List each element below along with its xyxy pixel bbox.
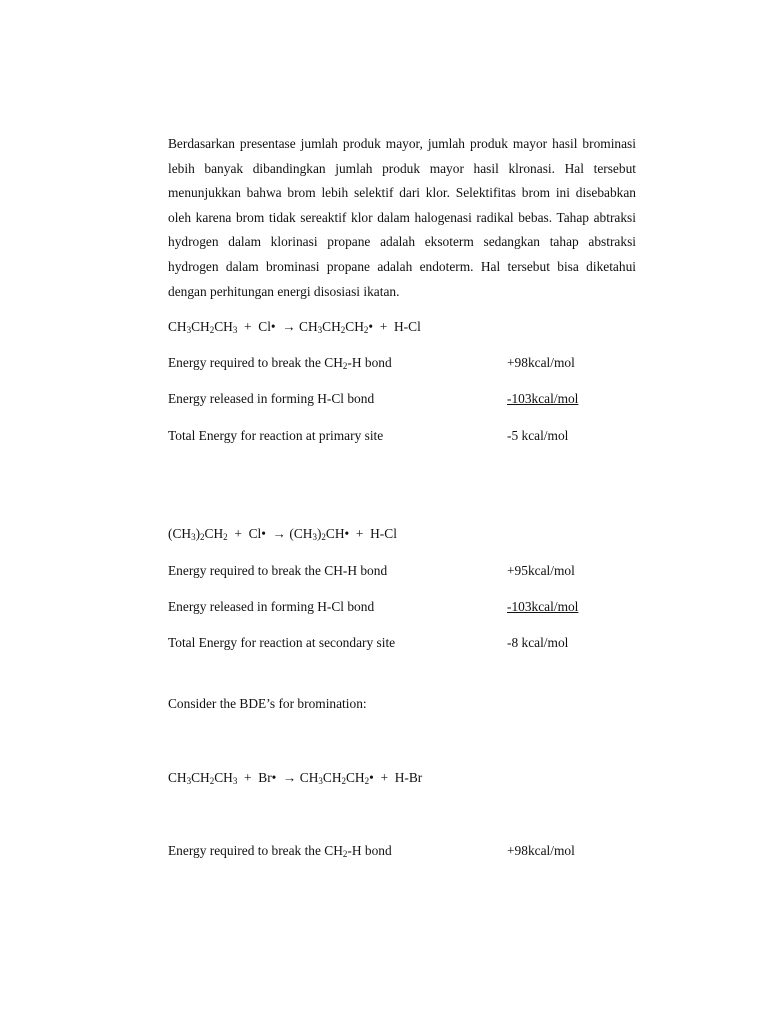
equation-chlorination-primary: $CH_3CH_2CH_3$ + Cl• → $CH_3CH_2CH_2• + H-Cl$ [168, 319, 421, 335]
energy-value: -5 kcal/mol [507, 428, 569, 443]
energy-label-break-chh: Energy required to break the CH-H bond [168, 563, 388, 578]
reaction-arrow: → [272, 526, 287, 541]
energy-value: +98kcal/mol [507, 355, 575, 370]
energy-value: -103kcal/mol [507, 391, 579, 406]
energy-label-total-primary: Total Energy for reaction at primary site [168, 428, 384, 443]
energy-label-total-secondary: Total Energy for reaction at secondary site [168, 635, 396, 650]
reaction-arrow: → [283, 770, 297, 785]
equation-chlorination-secondary: $(CH_3)_2CH_2$ + Cl• → $(CH_3)_2CH• + H-Cl$ [168, 526, 397, 542]
energy-label-form-hcl: Energy released in forming H-Cl bond [168, 599, 375, 614]
energy-value: -8 kcal/mol [507, 635, 569, 650]
intro-paragraph: Berdasarkan presentase jumlah produk mayor, jumlah produk mayor hasil brominasi lebih banyak dibandingkan jumlah produk mayor hasil klronasi. Hal tersebut menunjukkan bahwa brom lebih selektif dari klor. Selektifitas brom ini disebabkan oleh karena brom tidak sereaktif klor dalam halogenasi radikal bebas. Tahap abtraksi hydrogen dalam klorinasi propane adalah eksoterm sedangkan tahap abstraksi hydrogen dalam brominasi propane adalah endoterm. Hal tersebut bisa diketahui dengan perhitungan energi disosiasi ikatan. [168, 136, 636, 299]
energy-value: -103kcal/mol [507, 599, 579, 614]
energy-label-form-hcl: Energy released in forming H-Cl bond [168, 391, 375, 406]
energy-label-break-ch2h: Energy required to break the $CH_2-H$ bond [168, 843, 392, 859]
equation-bromination-primary: $CH_3CH_2CH_3$ + Br• → $CH_3CH_2CH_2• + H-Br$ [168, 770, 423, 786]
energy-value: +98kcal/mol [507, 843, 575, 858]
reaction-arrow: → [282, 319, 296, 334]
energy-value: +95kcal/mol [507, 563, 575, 578]
section-heading-bromination: Consider the BDE’s for bromination: [168, 696, 367, 711]
energy-label-break-ch2h: Energy required to break the $CH_2-H$ bond [168, 355, 392, 371]
